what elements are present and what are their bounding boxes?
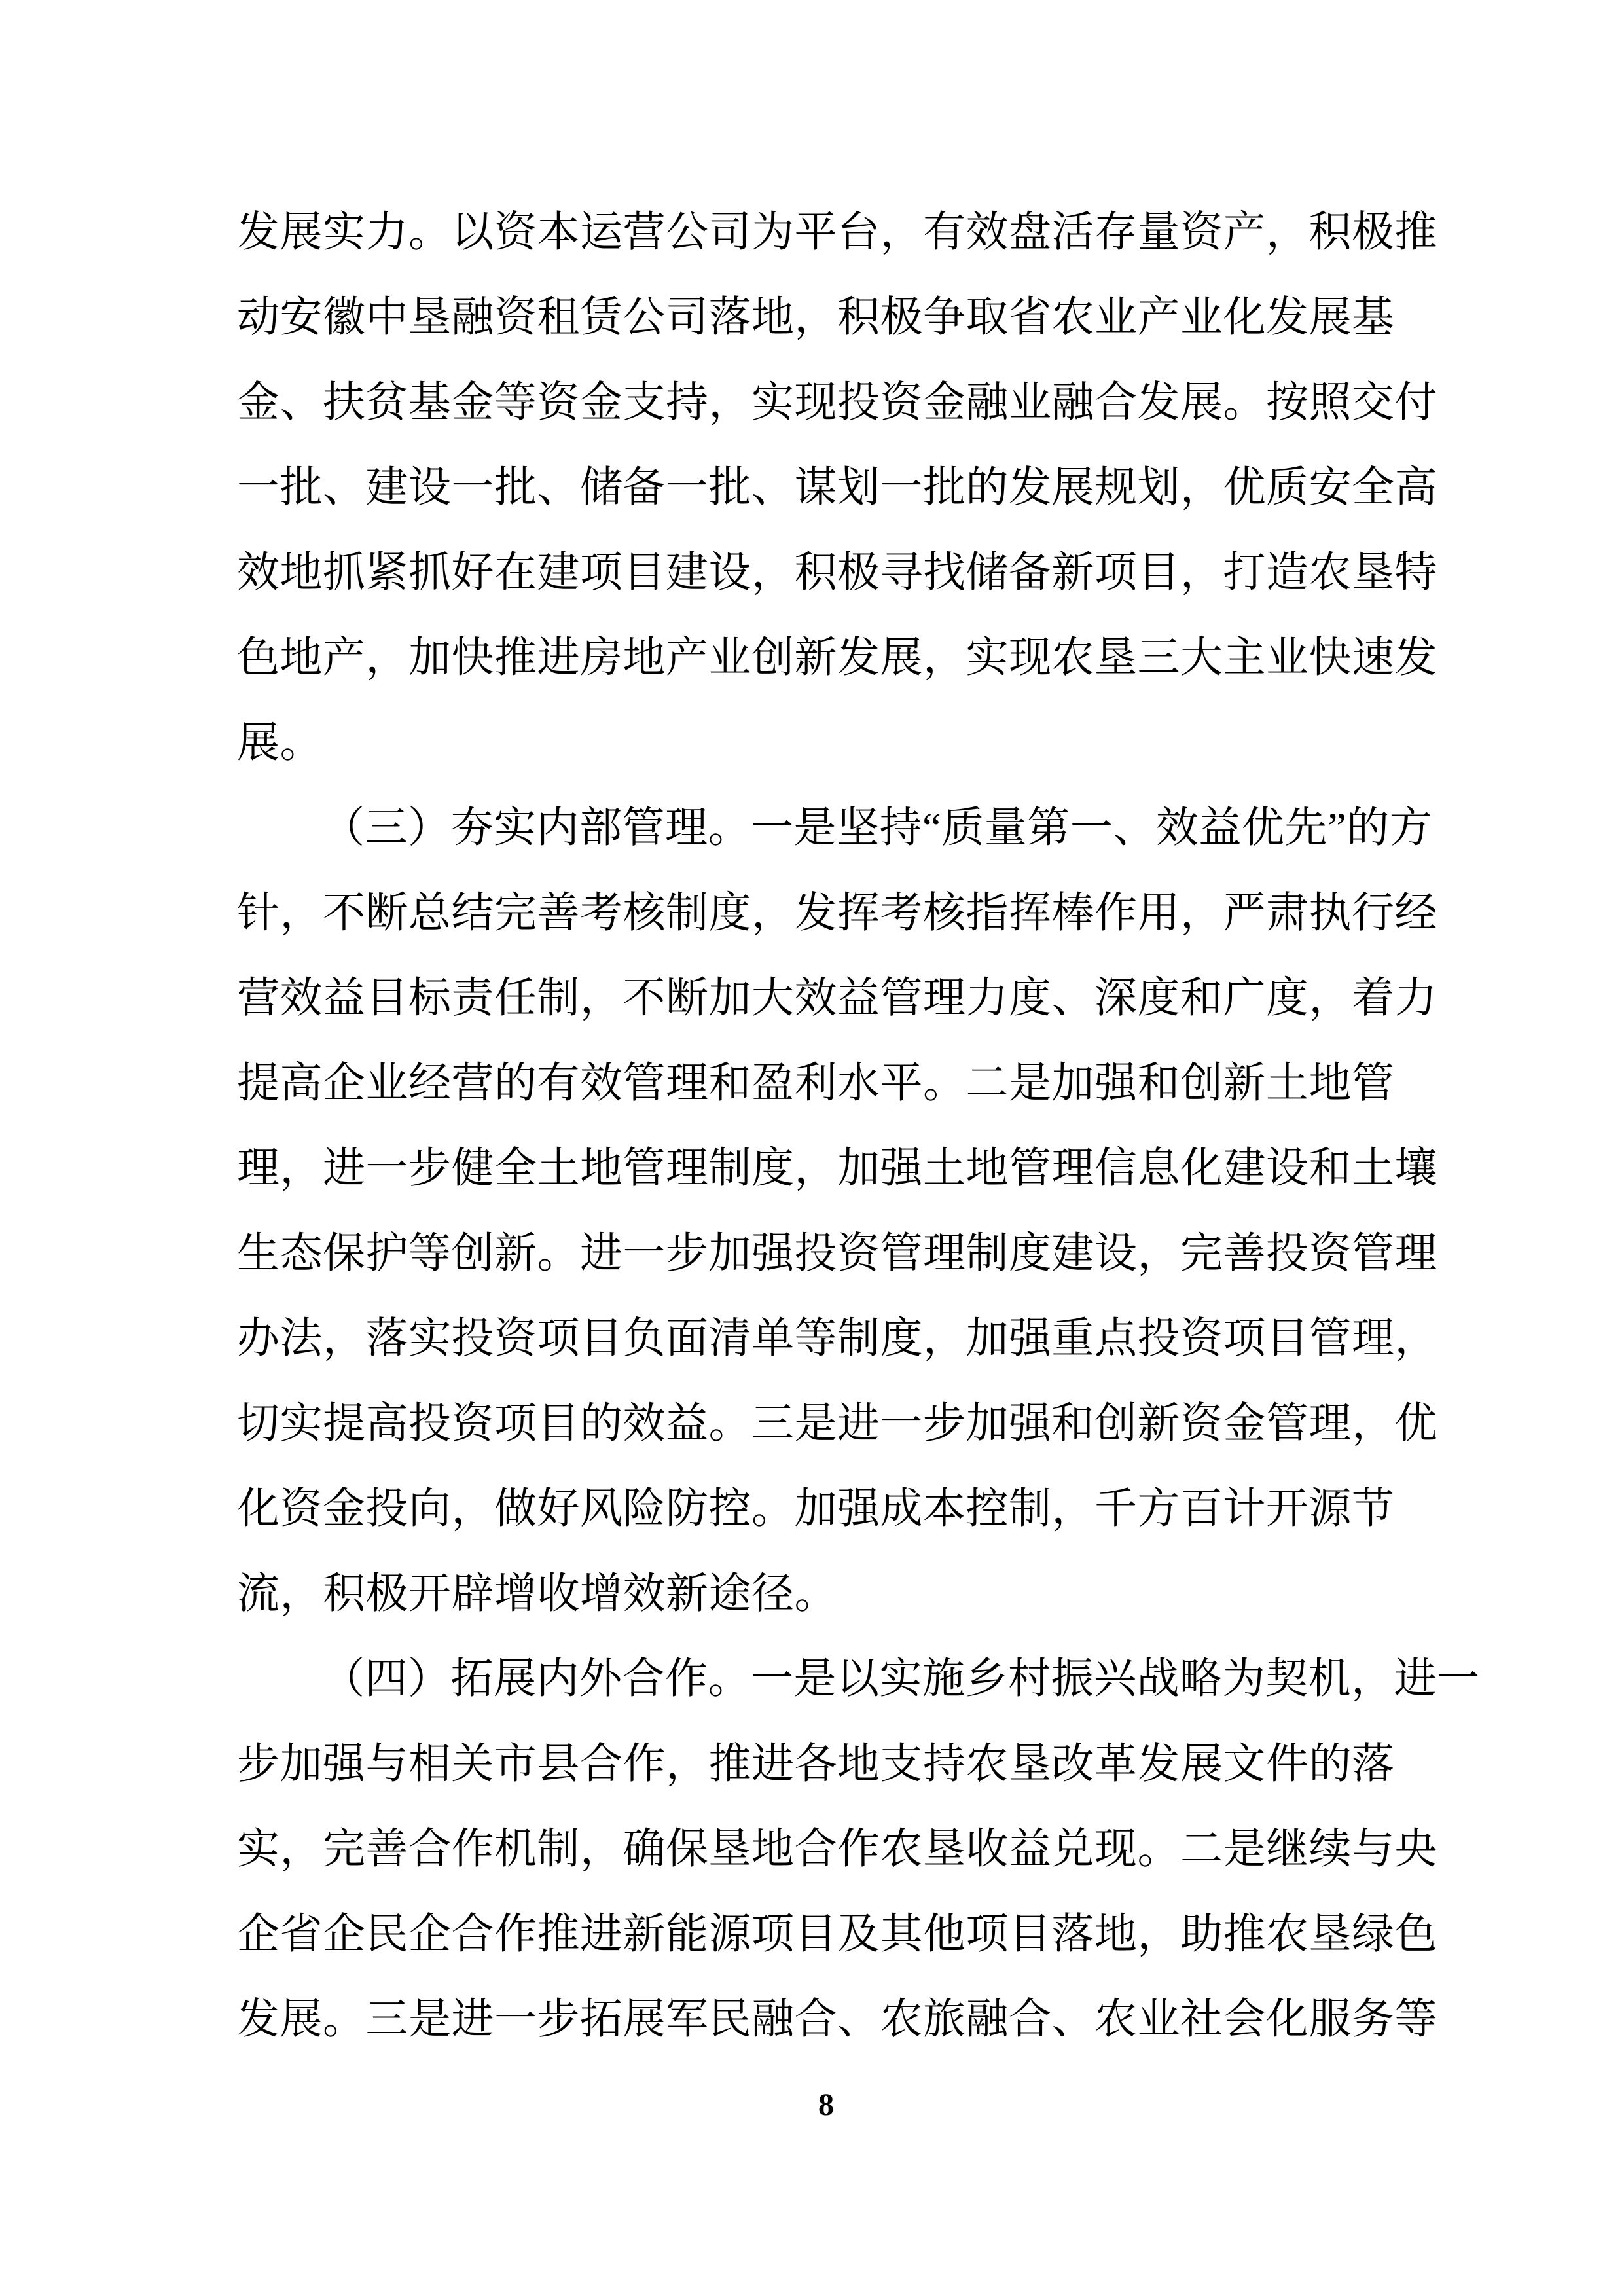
text-line: 针，不断总结完善考核制度，发挥考核指挥棒作用，严肃执行经 [237,890,1438,937]
text-line: 动安徽中垦融资租赁公司落地，积极争取省农业产业化发展基 [237,294,1395,341]
text-line: （四）拓展内外合作。一是以实施乡村振兴战略为契机，进一 [322,1655,1480,1703]
text-line: 金、扶贫基金等资金支持，实现投资金融业融合发展。按照交付 [237,379,1438,426]
page-number: 8 [818,2087,834,2122]
text-line: 提高企业经营的有效管理和盈利水平。二是加强和创新土地管 [237,1060,1395,1107]
text-line: 实，完善合作机制，确保垦地合作农垦收益兑现。二是继续与央 [237,1826,1438,1873]
text-line: （三）夯实内部管理。一是坚持“质量第一、效益优先”的方 [322,804,1433,852]
text-line: 理，进一步健全土地管理制度，加强土地管理信息化建设和土壤 [237,1145,1438,1192]
text-line: 生态保护等创新。进一步加强投资管理制度建设，完善投资管理 [237,1230,1438,1277]
page-body [237,190,1480,2062]
text-line: 效地抓紧抓好在建项目建设，积极寻找储备新项目，打造农垦特 [237,549,1438,596]
text-line: 流，积极开辟增收增效新途径。 [237,1570,838,1617]
text-line: 切实提高投资项目的效益。三是进一步加强和创新资金管理，优 [237,1400,1438,1447]
text-line: 发展实力。以资本运营公司为平台，有效盘活存量资产，积极推 [237,209,1438,256]
text-line: 一批、建设一批、储备一批、谋划一批的发展规划，优质安全高 [237,464,1438,511]
paragraph-1 [237,190,1438,786]
text-line: 发展。三是进一步拓展军民融合、农旅融合、农业社会化服务等 [237,1996,1438,2043]
paragraph-2 [237,786,1438,1636]
paragraph-3 [237,1636,1480,2062]
text-line: 营效益目标责任制，不断加大效益管理力度、深度和广度，着力 [237,975,1438,1022]
text-line: 步加强与相关市县合作，推进各地支持农垦改革发展文件的落 [237,1741,1395,1788]
text-line: 办法，落实投资项目负面清单等制度，加强重点投资项目管理， [237,1315,1438,1362]
text-line: 化资金投向，做好风险防控。加强成本控制，千方百计开源节 [237,1485,1395,1532]
text-line: 展。 [237,719,323,767]
text-line: 色地产，加快推进房地产业创新发展，实现农垦三大主业快速发 [237,634,1438,681]
text-line: 企省企民企合作推进新能源项目及其他项目落地，助推农垦绿色 [237,1911,1438,1958]
